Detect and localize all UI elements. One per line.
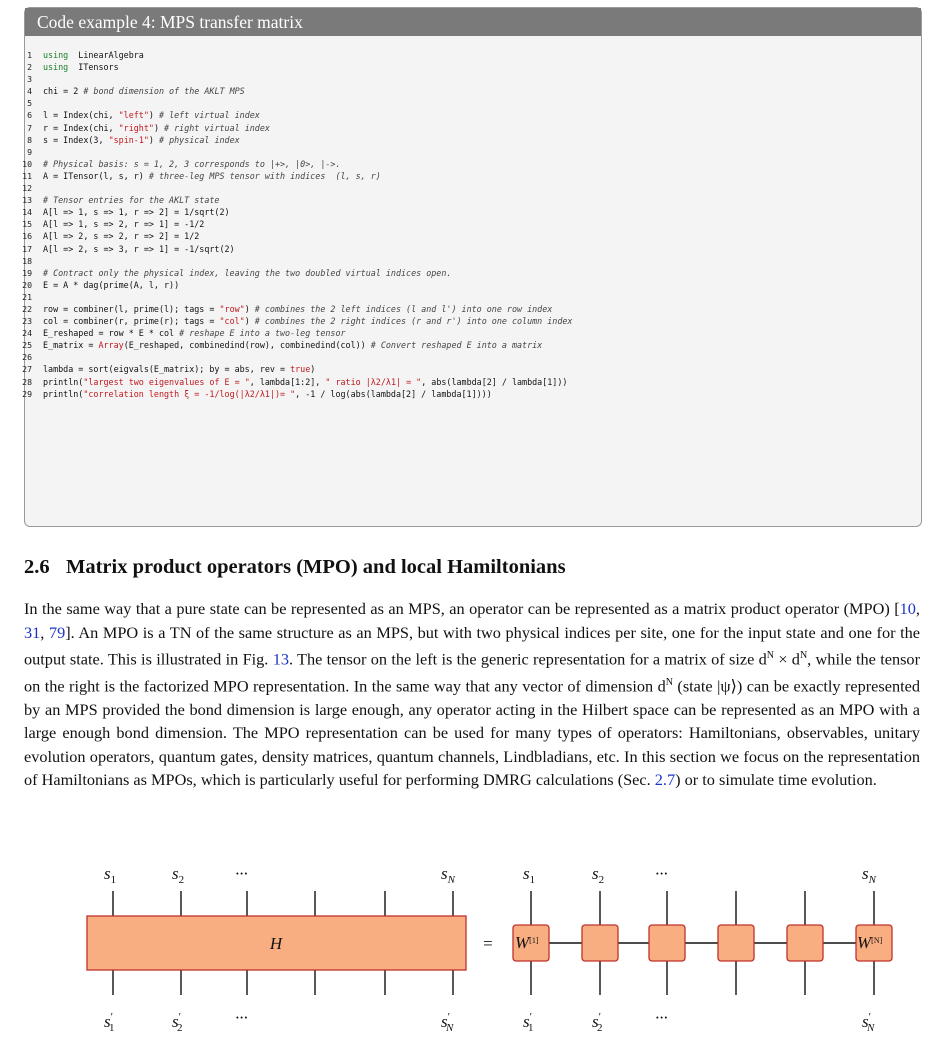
code-token: "right" bbox=[118, 122, 154, 133]
site-label-prime: s′ N bbox=[862, 1011, 875, 1034]
code-token: # right virtual index bbox=[164, 122, 270, 133]
line-number: 12 bbox=[22, 183, 32, 194]
para-text: , while the tensor on the right is the factorized MPO representation. In the same way that any vector of dimension d bbox=[24, 649, 920, 696]
code-token: ) bbox=[310, 364, 316, 375]
code-token: E_reshaped = row * E * col bbox=[43, 328, 180, 339]
site-dots: ··· bbox=[655, 1008, 668, 1027]
code-line bbox=[22, 170, 921, 182]
site-label: $s_2$ bbox=[592, 864, 605, 886]
line-number: 6 bbox=[27, 110, 32, 121]
code-line bbox=[22, 206, 921, 218]
code-line bbox=[25, 61, 921, 73]
line-number: 24 bbox=[22, 328, 32, 339]
mpo-tensor bbox=[718, 925, 754, 961]
line-number: 13 bbox=[22, 195, 32, 206]
code-line bbox=[22, 255, 921, 267]
code-line bbox=[22, 388, 921, 400]
code-text bbox=[43, 267, 451, 279]
code-token: , abs(lambda[2] / lambda[1])) bbox=[421, 376, 568, 387]
code-text bbox=[43, 303, 552, 315]
code-line bbox=[22, 218, 921, 230]
code-token: # Tensor entries for the AKLT state bbox=[43, 195, 220, 206]
code-token: ITensors bbox=[68, 62, 119, 73]
code-token: "row" bbox=[219, 303, 245, 314]
mpo-tensor bbox=[787, 925, 823, 961]
line-number: 9 bbox=[27, 146, 32, 157]
code-token: using bbox=[43, 62, 69, 73]
site-label-prime: s′ N bbox=[441, 1011, 454, 1034]
citation-link[interactable]: 79 bbox=[48, 622, 66, 642]
para-text: (state |ψ⟩) can be exactly represented by an MPS provided the bond dimension is large enough, any operator acting in the Hilbert space can be represented as an MPO with a large enough bond dimension. The MPO representation can be used for many types of operators: Hamiltonians, observables, unitary evolution operators, quantum gates, density matrices, quantum channels, Lindbladians, etc. In this section we focus on the representation of Hamiltonians as MPOs, which is particularly useful for performing DMRG calculations (Sec. bbox=[24, 676, 920, 790]
code-line bbox=[22, 363, 921, 375]
code-text bbox=[43, 170, 381, 182]
code-token: ) bbox=[244, 316, 255, 327]
line-number: 16 bbox=[22, 231, 32, 242]
code-token: s = Index(3, bbox=[43, 134, 109, 145]
code-text bbox=[43, 327, 346, 339]
line-number: 26 bbox=[22, 352, 32, 363]
code-token: "spin-1" bbox=[108, 134, 149, 145]
code-line bbox=[22, 327, 921, 339]
code-token: E_matrix = bbox=[43, 340, 99, 351]
code-token: # combines the 2 right indices (r and r') into one column index bbox=[254, 316, 573, 327]
code-token: r = Index(chi, bbox=[43, 122, 119, 133]
code-line bbox=[22, 243, 921, 255]
site-label: $s_1$ bbox=[104, 864, 117, 886]
body-paragraph bbox=[24, 597, 920, 792]
para-text: ]. An MPO is a TN of the same structure as an MPS, but with two physical indices per site, one for the input state and one for the output state. This is illustrated in Fig. bbox=[24, 622, 921, 669]
code-token: # Convert reshaped E into a matrix bbox=[370, 340, 543, 351]
code-text bbox=[43, 279, 179, 291]
site-label: $s_N$ bbox=[441, 864, 455, 886]
code-token: A[l => 2, s => 2, r => 2] = 1/2 bbox=[43, 231, 200, 242]
para-text: , bbox=[40, 622, 49, 642]
section-title: Matrix product operators (MPO) and local Hamiltonians bbox=[66, 556, 566, 578]
site-label: $s_2$ bbox=[172, 864, 185, 886]
site-label-prime: s′ 2 bbox=[172, 1011, 183, 1034]
code-line bbox=[25, 146, 921, 158]
code-line bbox=[22, 339, 921, 351]
code-lines bbox=[22, 49, 921, 400]
line-number: 18 bbox=[22, 255, 32, 266]
code-line bbox=[25, 85, 921, 97]
code-title: Code example 4: MPS transfer matrix bbox=[25, 8, 921, 36]
superscript: N bbox=[766, 650, 775, 661]
code-line bbox=[22, 315, 921, 327]
line-number: 1 bbox=[27, 50, 32, 60]
code-text bbox=[43, 218, 204, 230]
code-line bbox=[25, 122, 921, 134]
figure-ref-link[interactable]: 13 bbox=[272, 649, 289, 669]
code-line bbox=[25, 109, 921, 121]
code-token: lambda = sort(eigvals(E_matrix); by = abs, rev = bbox=[43, 364, 291, 375]
code-token: ) bbox=[153, 122, 165, 133]
line-number: 25 bbox=[22, 340, 32, 351]
line-number: 20 bbox=[22, 279, 32, 290]
code-text bbox=[43, 339, 542, 351]
code-text bbox=[43, 206, 230, 218]
section-heading bbox=[24, 556, 566, 579]
section-ref-link[interactable]: 2.7 bbox=[654, 770, 676, 790]
code-line bbox=[22, 267, 921, 279]
code-token: # bond dimension of the AKLT MPS bbox=[83, 86, 245, 97]
para-text: , bbox=[915, 599, 920, 618]
code-token: ) bbox=[244, 303, 255, 314]
code-token: using bbox=[43, 50, 69, 60]
code-token: LinearAlgebra bbox=[68, 50, 144, 60]
superscript: N bbox=[665, 676, 673, 688]
code-token: , lambda[1:2], bbox=[249, 376, 326, 387]
line-number: 27 bbox=[22, 364, 32, 375]
mpo-figure bbox=[0, 855, 943, 1052]
code-text bbox=[43, 134, 240, 146]
code-line bbox=[22, 158, 921, 170]
mpo-diagram bbox=[0, 855, 943, 1052]
para-text: ) or to simulate time evolution. bbox=[675, 770, 877, 790]
line-number: 17 bbox=[22, 243, 32, 254]
code-text bbox=[43, 243, 235, 255]
code-token: println( bbox=[43, 388, 84, 399]
line-number: 21 bbox=[22, 291, 32, 302]
line-number: 2 bbox=[27, 62, 32, 73]
code-text bbox=[43, 194, 219, 206]
line-number: 5 bbox=[27, 98, 32, 109]
site-label: $s_N$ bbox=[862, 864, 876, 886]
code-token: # Contract only the physical index, leaving the two doubled virtual indices open. bbox=[43, 267, 452, 278]
line-number: 4 bbox=[27, 86, 32, 97]
code-token: println( bbox=[43, 376, 84, 387]
superscript: N bbox=[799, 650, 808, 661]
code-token: "col" bbox=[219, 316, 245, 327]
code-token: l = Index(chi, bbox=[43, 110, 119, 121]
line-number: 3 bbox=[27, 74, 32, 85]
code-line bbox=[22, 303, 921, 315]
line-number: 14 bbox=[22, 207, 32, 218]
code-token: "largest two eigenvalues of E = " bbox=[83, 376, 250, 387]
line-number: 19 bbox=[22, 267, 32, 278]
code-line bbox=[22, 291, 921, 303]
line-number: 23 bbox=[22, 316, 32, 327]
code-line bbox=[25, 49, 921, 61]
equals-sign: = bbox=[482, 934, 494, 953]
line-number: 15 bbox=[22, 219, 32, 230]
code-token: ) bbox=[148, 134, 159, 145]
w-last-label: W[N] bbox=[857, 933, 883, 952]
code-text bbox=[43, 61, 119, 73]
code-line bbox=[22, 230, 921, 242]
code-token: "correlation length ξ = -1/log(|λ2/λ1|)= " bbox=[83, 388, 296, 399]
line-number: 28 bbox=[22, 376, 32, 387]
code-line bbox=[22, 351, 921, 363]
line-number: 10 bbox=[22, 158, 32, 169]
code-text bbox=[43, 109, 260, 121]
mpo-tensor bbox=[582, 925, 618, 961]
line-number: 29 bbox=[22, 388, 32, 399]
code-text bbox=[43, 85, 245, 97]
code-token: # Physical basis: s = 1, 2, 3 corresponds to |+>, |0>, |->. bbox=[43, 158, 341, 169]
para-text: × d bbox=[774, 649, 800, 669]
line-number: 11 bbox=[22, 170, 32, 181]
code-token: (E_reshaped, combinedind(row), combinedind(col)) bbox=[123, 340, 371, 351]
code-text bbox=[43, 388, 492, 400]
code-text bbox=[43, 230, 199, 242]
code-token: true bbox=[290, 364, 311, 375]
line-number: 8 bbox=[27, 134, 32, 145]
code-text bbox=[43, 315, 572, 327]
code-text bbox=[43, 363, 315, 375]
site-label-prime: s′ 1 bbox=[523, 1011, 534, 1034]
section-number: 2.6 bbox=[24, 556, 50, 578]
code-token: A[l => 2, s => 3, r => 1] = -1/sqrt(2) bbox=[43, 243, 235, 254]
code-line bbox=[25, 73, 921, 85]
citation-link[interactable]: 31 bbox=[24, 622, 41, 642]
code-token: " ratio |λ2/λ1| = " bbox=[325, 376, 422, 387]
code-listing bbox=[24, 7, 922, 527]
site-label: $s_1$ bbox=[523, 864, 536, 886]
citation-link[interactable]: 10 bbox=[899, 599, 916, 618]
code-line bbox=[22, 279, 921, 291]
code-line bbox=[22, 376, 921, 388]
site-dots: ··· bbox=[655, 864, 668, 883]
code-token: Array bbox=[98, 340, 124, 351]
code-token: A = ITensor(l, s, r) bbox=[43, 170, 149, 181]
code-line bbox=[22, 194, 921, 206]
code-token: A[l => 1, s => 1, r => 2] = 1/sqrt(2) bbox=[43, 207, 230, 218]
code-line bbox=[25, 134, 921, 146]
code-token: # left virtual index bbox=[159, 110, 260, 121]
code-token: A[l => 1, s => 2, r => 1] = -1/2 bbox=[43, 219, 205, 230]
code-token: # physical index bbox=[159, 134, 240, 145]
hamiltonian-label: H bbox=[269, 934, 283, 953]
site-dots: ··· bbox=[235, 864, 248, 883]
site-label-prime: s′ 2 bbox=[592, 1011, 603, 1034]
code-line bbox=[25, 97, 921, 109]
site-label-prime: s′ 1 bbox=[104, 1011, 115, 1034]
code-text bbox=[43, 376, 567, 388]
para-text: . The tensor on the left is the generic representation for a matrix of size d bbox=[288, 649, 767, 669]
code-token: E = A * dag(prime(A, l, r)) bbox=[43, 279, 180, 290]
mpo-tensor bbox=[649, 925, 685, 961]
site-dots: ··· bbox=[235, 1008, 248, 1027]
code-token: # combines the 2 left indices (l and l') into one row index bbox=[254, 303, 553, 314]
code-token: # reshape E into a two-leg tensor bbox=[179, 328, 346, 339]
code-token: , -1 / log(abs(lambda[2] / lambda[1]))) bbox=[295, 388, 492, 399]
code-token: row = combiner(l, prime(l); tags = bbox=[43, 303, 220, 314]
code-token: ) bbox=[148, 110, 159, 121]
code-text bbox=[43, 122, 270, 134]
code-token: "left" bbox=[118, 110, 149, 121]
code-token: # three-leg MPS tensor with indices (l, s, r) bbox=[148, 170, 381, 181]
line-number: 7 bbox=[27, 122, 32, 133]
code-token: chi = 2 bbox=[43, 86, 84, 97]
code-text bbox=[43, 158, 341, 170]
code-token: col = combiner(r, prime(r); tags = bbox=[43, 316, 220, 327]
para-text: In the same way that a pure state can be represented as an MPS, an operator can be represented as a matrix product operator (MPO) [ bbox=[24, 599, 900, 618]
w-first-label: W[1] bbox=[515, 933, 539, 952]
code-text bbox=[43, 49, 144, 61]
line-number: 22 bbox=[22, 303, 32, 314]
code-line bbox=[22, 182, 921, 194]
